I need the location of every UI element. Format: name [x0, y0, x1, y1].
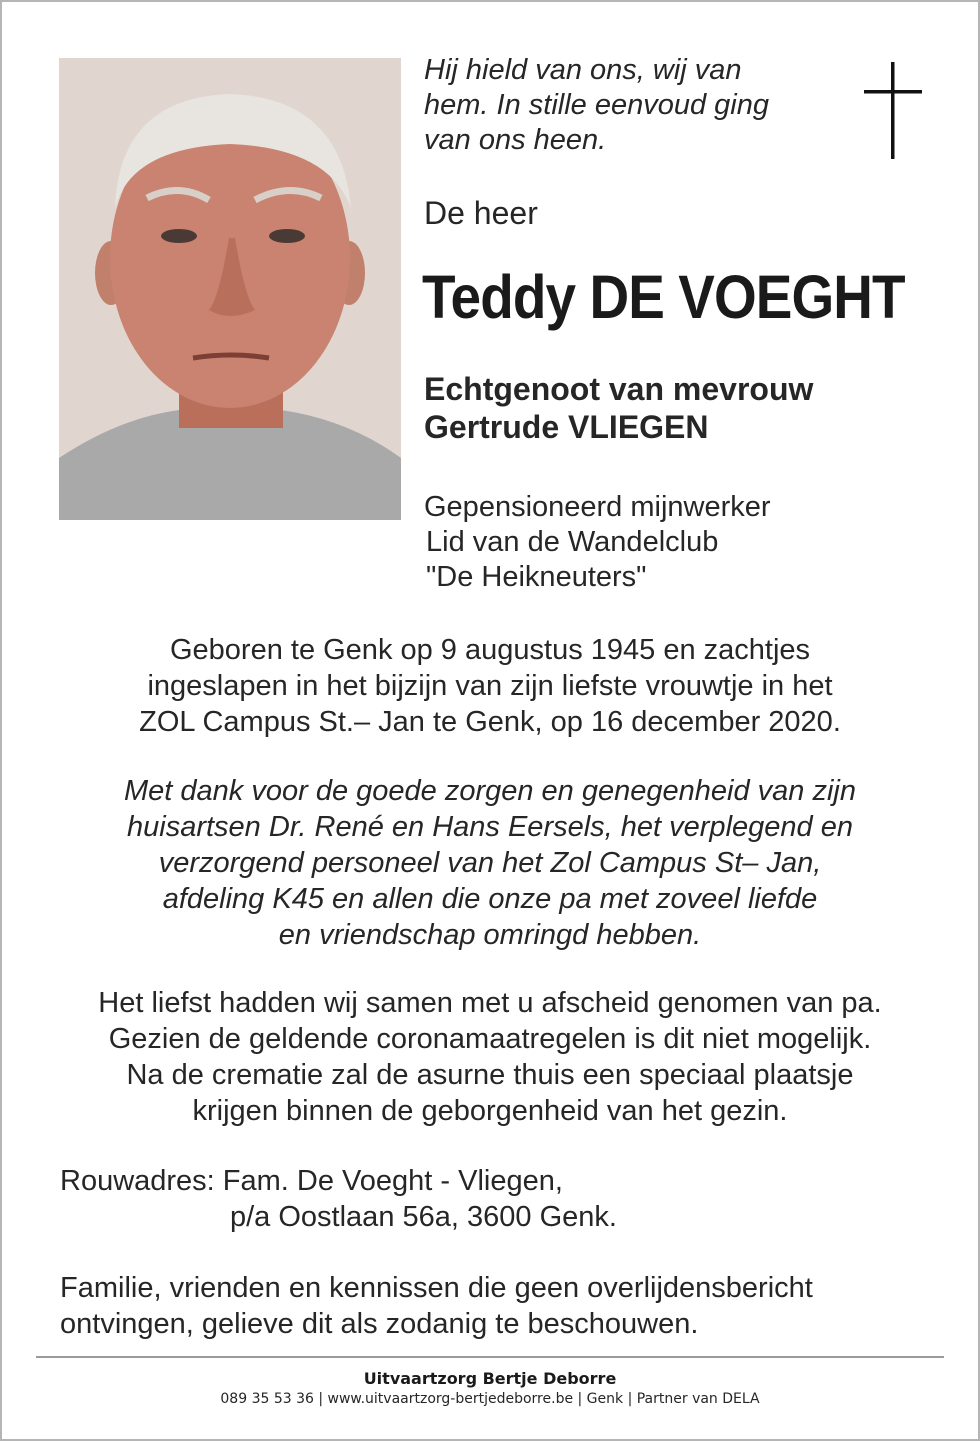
cross-icon — [864, 62, 922, 159]
notice-paragraph — [60, 1270, 813, 1342]
honorific: De heer — [424, 195, 538, 231]
paragraph-line: Familie, vrienden en kennissen die geen overlijdensbericht — [60, 1272, 813, 1304]
paragraph-line: afdeling K45 en allen die onze pa met zoveel liefde — [162, 883, 818, 915]
poem-line: van ons heen. — [424, 124, 607, 156]
funeral-company-contact: 089 35 53 36 | www.uitvaartzorg-bertjedeborre.be | Genk | Partner van DELA — [220, 1391, 760, 1407]
footer-divider — [36, 1356, 944, 1358]
farewell-paragraph — [30, 985, 950, 1129]
address-line: p/a Oostlaan 56a, 3600 Genk. — [230, 1201, 617, 1233]
poem-line: hem. In stille eenvoud ging — [424, 89, 769, 121]
role-line: Lid van de Wandelclub — [426, 526, 719, 558]
spouse-line: Echtgenoot van mevrouw — [424, 371, 814, 407]
address-line: Rouwadres: Fam. De Voeght - Vliegen, — [60, 1165, 563, 1197]
paragraph-line: ZOL Campus St.– Jan te Genk, op 16 december 2020. — [139, 706, 841, 738]
portrait-photo — [59, 58, 401, 520]
birth-death-paragraph — [30, 632, 950, 740]
paragraph-line: huisartsen Dr. René en Hans Eersels, het verplegend en — [127, 811, 853, 843]
paragraph-line: Gezien de geldende coronamaatregelen is dit niet mogelijk. — [108, 1023, 872, 1055]
role-line: "De Heikneuters" — [426, 561, 647, 593]
paragraph-line: verzorgend personeel van het Zol Campus St– Jan, — [158, 847, 822, 879]
deceased-name: Teddy DE VOEGHT — [422, 263, 905, 331]
paragraph-line: Na de crematie zal de asurne thuis een speciaal plaatsje — [126, 1059, 854, 1091]
spouse-info — [424, 370, 813, 446]
spouse-line: Gertrude VLIEGEN — [424, 409, 709, 445]
paragraph-line: krijgen binnen de geborgenheid van het gezin. — [192, 1095, 788, 1127]
paragraph-line: Geboren te Genk op 9 augustus 1945 en zachtjes — [169, 634, 811, 666]
funeral-company-name: Uitvaartzorg Bertje Deborre — [363, 1369, 617, 1388]
paragraph-line: Het liefst hadden wij samen met u afscheid genomen van pa. — [98, 987, 882, 1019]
mourning-address — [60, 1163, 617, 1235]
poem-line: Hij hield van ons, wij van — [424, 54, 742, 86]
role-line: Gepensioneerd mijnwerker — [424, 491, 771, 523]
poem-quote — [424, 53, 844, 158]
paragraph-line: ingeslapen in het bijzijn van zijn liefste vrouwtje in het — [147, 670, 833, 702]
thanks-paragraph — [30, 773, 950, 953]
paragraph-line: ontvingen, gelieve dit als zodanig te beschouwen. — [60, 1308, 699, 1340]
paragraph-line: Met dank voor de goede zorgen en genegenheid van zijn — [124, 775, 856, 807]
paragraph-line: en vriendschap omringd hebben. — [278, 919, 702, 951]
roles — [424, 490, 771, 595]
